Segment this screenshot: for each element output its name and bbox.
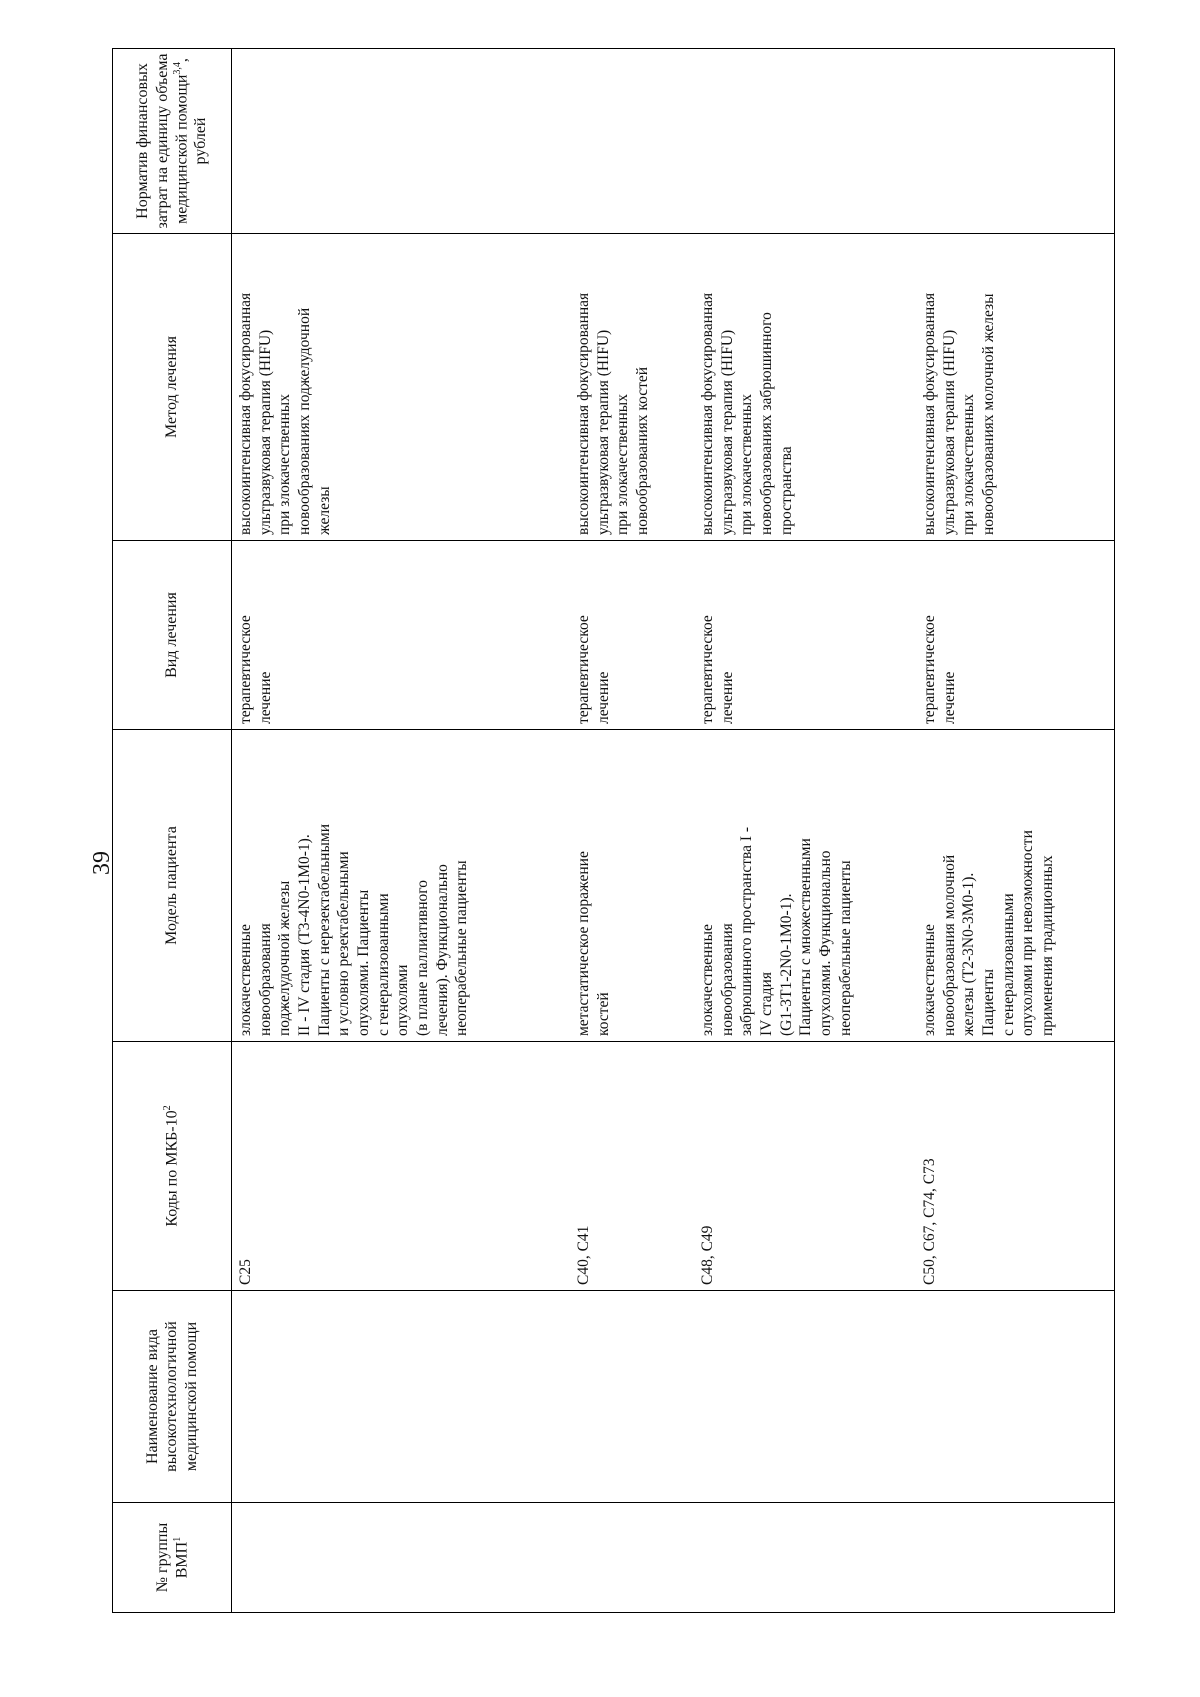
- cell-group: [694, 1503, 916, 1613]
- header-row: [113, 49, 232, 1613]
- cell-type: терапевтическое лечение: [694, 541, 916, 730]
- hmc-table: [112, 48, 1115, 1613]
- header-model: Модель пациента: [113, 730, 232, 1042]
- cell-codes: C25: [232, 1042, 571, 1291]
- cell-group: [916, 1503, 1115, 1613]
- header-norm: Норматив финансовых затрат на единицу объема медицинской помощи$^{3,4}$, рублей: [113, 49, 232, 234]
- table-row: [694, 49, 916, 1613]
- cell-method: высокоинтенсивная фокусированная ультразвуковая терапия (HIFU) при злокачественных новообразованиях поджелудочной железы: [232, 234, 571, 541]
- cell-type: терапевтическое лечение: [570, 541, 694, 730]
- cell-norm: [916, 49, 1115, 234]
- header-type: Вид лечения: [113, 541, 232, 730]
- header-codes: Коды по МКБ-$10^2$: [113, 1042, 232, 1291]
- cell-type: терапевтическое лечение: [232, 541, 571, 730]
- cell-codes: C50, C67, C74, C73: [916, 1042, 1115, 1291]
- cell-name: [916, 1291, 1115, 1503]
- cell-method: высокоинтенсивная фокусированная ультразвуковая терапия (HIFU) при злокачественных новообразованиях костей: [570, 234, 694, 541]
- cell-name: [694, 1291, 916, 1503]
- cell-name: [232, 1291, 571, 1503]
- cell-group: [232, 1503, 571, 1613]
- table-row: [916, 49, 1115, 1613]
- cell-type: терапевтическое лечение: [916, 541, 1115, 730]
- rotated-table-page: [112, 49, 1126, 1613]
- header-group: № группы ВМП$^1$: [113, 1503, 232, 1613]
- cell-codes: C48, C49: [694, 1042, 916, 1291]
- cell-group: [570, 1503, 694, 1613]
- header-method: Метод лечения: [113, 234, 232, 541]
- cell-model: злокачественные новообразования поджелудочной железы II - IV стадия (T3-4N0-1M0-1). Пациенты с нерезектабельными и условно резектабельными опухолями. Пациенты с генерализованными опухолями (в плане паллиативного лечения). Функционально неоперабельные пациенты: [232, 730, 571, 1042]
- cell-model: метастатическое поражение костей: [570, 730, 694, 1042]
- header-name: Наименование вида высокотехнологичной медицинской помощи: [113, 1291, 232, 1503]
- cell-norm: [694, 49, 916, 234]
- cell-norm: [570, 49, 694, 234]
- cell-method: высокоинтенсивная фокусированная ультразвуковая терапия (HIFU) при злокачественных новообразованиях молочной железы: [916, 234, 1115, 541]
- cell-norm: [232, 49, 571, 234]
- cell-model: злокачественные новообразования молочной железы (T2-3N0-3M0-1). Пациенты с генерализованными опухолями при невозможности применения традиционных: [916, 730, 1115, 1042]
- cell-method: высокоинтенсивная фокусированная ультразвуковая терапия (HIFU) при злокачественных новообразованиях забрюшинного пространства: [694, 234, 916, 541]
- table-row: [570, 49, 694, 1613]
- page-number: 39: [89, 851, 115, 875]
- cell-model: злокачественные новообразования забрюшинного пространства I - IV стадия (G1-3T1-2N0-1M0-1). Пациенты с множественными опухолями. Функционально неоперабельные пациенты: [694, 730, 916, 1042]
- cell-codes: C40, C41: [570, 1042, 694, 1291]
- cell-name: [570, 1291, 694, 1503]
- table-row: [232, 49, 571, 1613]
